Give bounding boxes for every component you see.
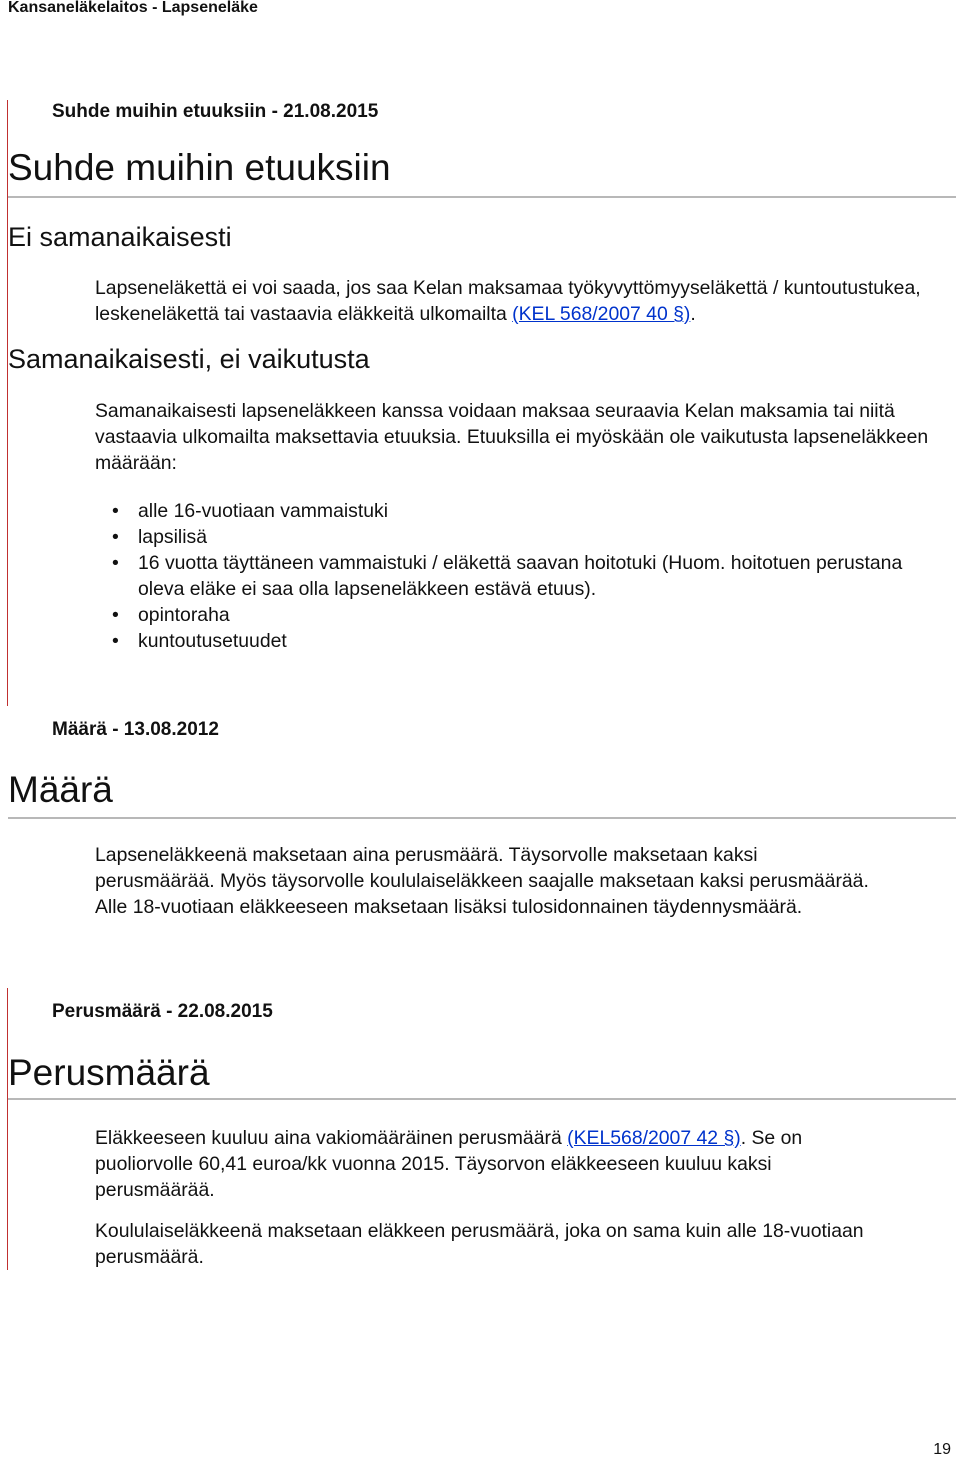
list-item: • opintoraha bbox=[95, 602, 915, 628]
paragraph-perusmaara-2: Koululaiseläkkeenä maksetaan eläkkeen perusmäärä, joka on sama kuin alle 18-vuotiaan perusmäärä. bbox=[95, 1220, 864, 1268]
law-link-kel-42[interactable]: (KEL568/2007 42 §) bbox=[567, 1127, 741, 1149]
list-item: • lapsilisä bbox=[95, 524, 915, 550]
paragraph-perusmaara-1 bbox=[95, 1125, 895, 1203]
section-date-title: Suhde muihin etuuksiin - 21.08.2015 bbox=[52, 101, 379, 122]
paragraph-text-end: . bbox=[690, 303, 696, 325]
law-link-kel-40[interactable]: (KEL 568/2007 40 §) bbox=[512, 303, 691, 325]
subsection-title-ei-samanaikaisesti: Ei samanaikaisesti bbox=[8, 222, 232, 252]
section-divider bbox=[8, 196, 956, 198]
list-item: • kuntoutusetuudet bbox=[95, 628, 915, 654]
section-title: Suhde muihin etuuksiin bbox=[8, 147, 391, 188]
paragraph-samanaikaisesti: Samanaikaisesti lapseneläkkeen kanssa voidaan maksaa seuraavia Kelan maksamia tai niitä vastaavia ulkomailta maksettavia etuuksia. Etuuksilla ei myöskään ole vaikutusta lapseneläkkeen määrään: bbox=[95, 400, 929, 474]
subsection-title-samanaikaisesti: Samanaikaisesti, ei vaikutusta bbox=[8, 344, 370, 374]
section-date-title: Perusmäärä - 22.08.2015 bbox=[52, 1001, 273, 1022]
paragraph-text-end: . Se on puoliorvolle 60,41 euroa/kk vuonna 2015. Täysorvon eläkkeeseen kuuluu kaksi perusmäärää. bbox=[95, 1127, 803, 1201]
paragraph-maara: Lapseneläkkeenä maksetaan aina perusmäärä. Täysorvolle maksetaan kaksi perusmäärää. Myös täysorvolle koululaiseläkkeen saajalle maksetaan kaksi perusmäärää. Alle 18-vuotiaan eläkkeeseen maksetaan lisäksi tulosidonnainen täydennysmäärä. bbox=[95, 844, 869, 918]
section-divider bbox=[8, 817, 956, 819]
paragraph-ei-samanaikaisesti bbox=[95, 275, 957, 327]
section-title: Perusmäärä bbox=[8, 1052, 210, 1093]
section-left-bar bbox=[7, 100, 8, 706]
document-header-title: Kansaneläkelaitos - Lapseneläke bbox=[8, 0, 258, 16]
section-date-title: Määrä - 13.08.2012 bbox=[52, 719, 219, 740]
section-title: Määrä bbox=[8, 769, 113, 810]
section-divider bbox=[8, 1098, 956, 1100]
paragraph-text: Lapseneläkettä ei voi saada, jos saa Kelan maksamaa työkyvyttömyyseläkettä / kuntoutustukea, leskeneläkettä tai vastaavia eläkkeitä ulkomailta bbox=[95, 277, 921, 325]
page-number: 19 bbox=[933, 1441, 951, 1458]
benefit-list bbox=[95, 498, 915, 654]
paragraph-text: Eläkkeeseen kuuluu aina vakiomääräinen perusmäärä bbox=[95, 1127, 568, 1149]
list-item: • alle 16-vuotiaan vammaistuki bbox=[95, 498, 915, 524]
section-left-bar bbox=[7, 988, 8, 1270]
list-item: • 16 vuotta täyttäneen vammaistuki / eläkettä saavan hoitotuki (Huom. hoitotuen perustana oleva eläke ei saa olla lapseneläkkeen estävä etuus). bbox=[95, 550, 915, 602]
